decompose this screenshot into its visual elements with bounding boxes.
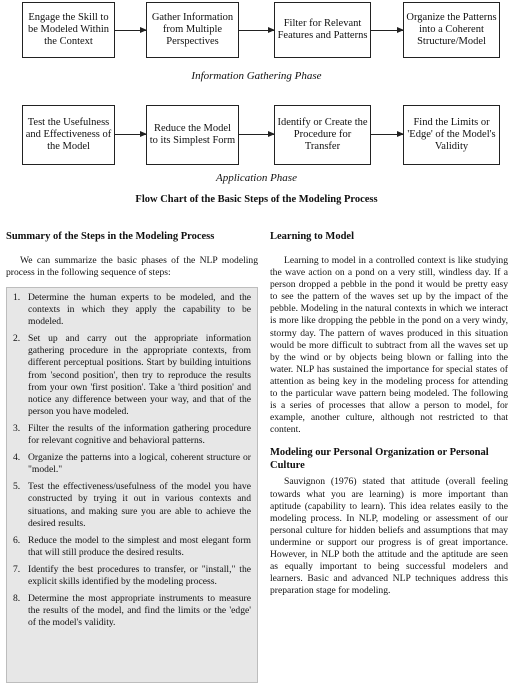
step-number: 7. xyxy=(13,563,21,575)
step-text: Determine the human experts to be modeled, and the contexts in which they apply the capability to be modeled. xyxy=(28,292,251,328)
summary-heading: Summary of the Steps in the Modeling Process xyxy=(6,231,215,242)
flow-box-label: Gather Information from Multiple Perspectives xyxy=(151,12,234,47)
list-item xyxy=(13,593,251,629)
flow-arrow xyxy=(239,30,274,31)
list-item xyxy=(13,423,251,447)
step-number: 6. xyxy=(13,534,21,546)
flow-arrow xyxy=(115,134,146,135)
flow-box-label: Filter for Relevant Features and Patterns xyxy=(277,18,368,41)
flow-box-test xyxy=(22,105,115,165)
flow-box-engage xyxy=(22,2,115,58)
flow-box-label: Reduce the Model to its Simplest Form xyxy=(149,123,236,146)
step-number: 1. xyxy=(13,292,21,303)
flowchart-title: Flow Chart of the Basic Steps of the Modeling Process xyxy=(135,194,378,205)
list-item xyxy=(13,292,251,328)
flow-box-filter xyxy=(274,2,371,58)
step-text: Identify the best procedures to transfer, or "install," the explicit skills identified by the modeling process. xyxy=(28,563,251,587)
step-number: 2. xyxy=(13,333,21,345)
list-item xyxy=(13,535,251,559)
step-text: Organize the patterns into a logical, coherent structure or "model." xyxy=(28,452,251,476)
learning-body: Learning to model in a controlled context is like studying the wave action on a pond on a very still, windless day. If a person dropped a pebble in the pond it would be pretty easy to see the pattern of the waves set up by the impact of the pebble. Modeling in the natural contexts in which we interact is more like dropping the pebble in the pond on a very windy, stormy day. The pattern of waves produced in this situation would be more difficult to subtract from all the waves set up by the wind or by objects being blown or falling into the water. NLP has sustained the importance for special states of attention as being key in the modeling process for attending to the particular wave pattern being modeled. The following is a series of processes that allow a person to model, for example, another culture, although not restricted to that content. xyxy=(270,255,508,436)
flow-box-reduce xyxy=(146,105,239,165)
flow-box-label: Engage the Skill to be Modeled Within the Context xyxy=(27,12,110,47)
step-number: 5. xyxy=(13,481,21,493)
step-text: Reduce the model to the simplest and most elegant form that will still produce the desired results. xyxy=(28,534,251,558)
flow-arrow xyxy=(239,134,274,135)
flow-box-organize xyxy=(403,2,500,58)
step-text: Determine the most appropriate instruments to measure the results of the model, and find the limits or the 'edge' of the model's validity. xyxy=(28,593,251,629)
step-text: Filter the results of the information gathering procedure for relevant cognitive and behavioral patterns. xyxy=(28,422,251,447)
culture-body: Sauvignon (1976) stated that attitude (overall feeling towards what you are learning) is more important than aptitude (capability to learn). This idea relates easily to the modeling process. In NLP, modeling or assessment of our personal culture for hidden beliefs and assumptions that may undermine or support our progress is of great importance. However, in NLP both the attitude and the aptitude are seen as equally important to being successful modelers and learners. Basic and advanced NLP techniques address this preparation stage for modeling. xyxy=(270,476,508,597)
step-text: Test the effectiveness/usefulness of the model you have constructed by trying it out in various contexts and situations, and making sure you are able to achieve the desired results. xyxy=(28,481,251,529)
list-item xyxy=(13,333,251,418)
article-column xyxy=(270,230,508,597)
flow-box-label: Test the Usefulness and Effectiveness of the Model xyxy=(25,117,112,152)
flow-arrow xyxy=(115,30,146,31)
flow-box-identify xyxy=(274,105,371,165)
flow-box-label: Find the Limits or 'Edge' of the Model's Validity xyxy=(407,117,496,152)
flow-arrow xyxy=(371,30,403,31)
list-item xyxy=(13,452,251,476)
list-item xyxy=(13,564,251,588)
info-phase-label: Information Gathering Phase xyxy=(191,70,322,82)
summary-section xyxy=(6,230,258,279)
step-number: 3. xyxy=(13,422,21,434)
step-number: 8. xyxy=(13,593,21,605)
culture-heading: Modeling our Personal Organization or Personal Culture xyxy=(270,447,489,472)
app-phase-label: Application Phase xyxy=(216,172,297,184)
list-item xyxy=(13,481,251,529)
summary-intro: We can summarize the basic phases of the NLP modeling process in the following sequence of steps: xyxy=(6,255,258,279)
flow-box-gather xyxy=(146,2,239,58)
flow-box-label: Organize the Patterns into a Coherent Structure/Model xyxy=(406,12,497,47)
flow-box-limits xyxy=(403,105,500,165)
flow-box-label: Identify or Create the Procedure for Transfer xyxy=(277,117,368,152)
step-number: 4. xyxy=(13,452,21,464)
steps-list xyxy=(6,287,258,683)
learning-heading: Learning to Model xyxy=(270,231,354,242)
step-text: Set up and carry out the appropriate information gathering procedure in the appropriate contexts, from different perceptual positions. Start by building intuitions from 'second position', then try to reproduce the results from your own 'first position'. Take a 'third position' and notice any difference between your way, and that of the person you have modeled. xyxy=(28,333,251,417)
flow-arrow xyxy=(371,134,403,135)
